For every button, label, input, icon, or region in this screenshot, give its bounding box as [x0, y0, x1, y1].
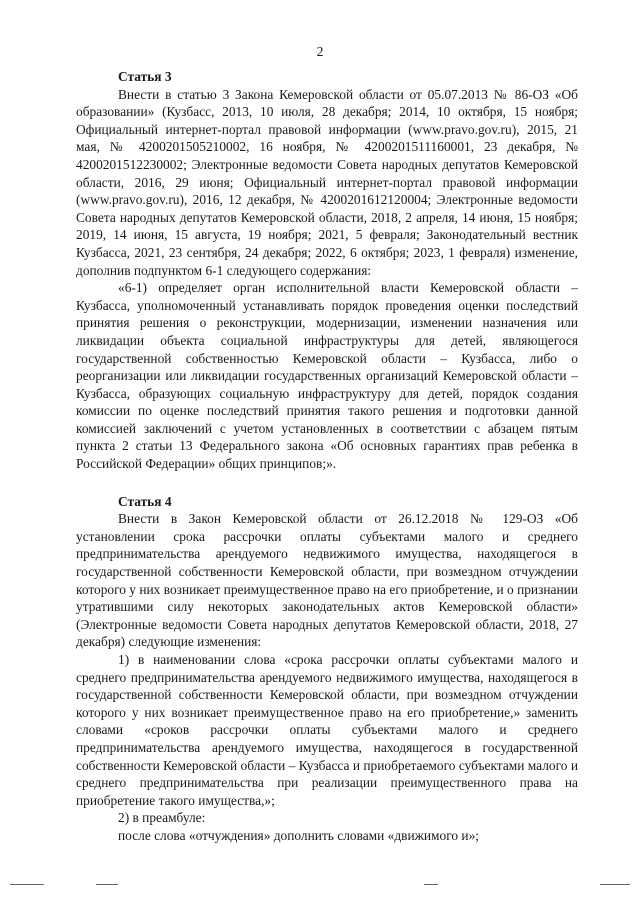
scan-mark	[10, 884, 44, 885]
article-4-title: Статья 4	[118, 493, 172, 509]
article-3-quote: «6-1) определяет орган исполнительной власти Кемеровской области – Кузбасса, уполномоченный устанавливать порядок проведения оценки последствий принятия решения о реконструкции, модернизации, изменении назначения или ликвидации объекта социальной инфраструктуры для детей, являющегося государственной собственностью Кемеровской области – Кузбасса, либо о реорганизации или ликвидации государственных организаций Кемеровской области – Кузбасса, образующих социальную инфраструктуру для детей, порядок создания комиссии по оценке последствий принятия такого решения и подготовки данной комиссией заключений с учетом установленных в соответствии с абзацем пятым пункта 2 статьи 13 Федерального закона «Об основных гарантиях прав ребенка в Российской Федерации» общих принципов;».	[76, 280, 578, 472]
article-3-title: Статья 3	[118, 69, 172, 84]
footer-scan-marks	[0, 884, 640, 888]
scan-mark	[96, 884, 118, 885]
document-body	[76, 68, 578, 845]
article-4-item-1: 1) в наименовании слова «срока рассрочки оплаты субъектами малого и среднего предпринимательства арендуемого недвижимого имущества, находящегося в государственной собственности Кемеровской области, при возмездном отчуждении которого у них возникает преимущественное право на его приобретение,» заменить словами «сроков рассрочки оплаты субъектами малого и среднего предпринимательства арендуемого имущества, находящегося в государственной собственности Кемеровской области – Кузбасса и приобретаемого субъектами малого и среднего предпринимательства при реализации преимущественного права на приобретение такого имущества,»;	[76, 652, 578, 808]
article-4-item-2: 2) в преамбуле:	[118, 810, 206, 826]
article-3-intro: Внести в статью 3 Закона Кемеровской области от 05.07.2013 № 86-ОЗ «Об образовании» (Кузбасс, 2013, 10 июля, 28 декабря; 2014, 10 октября, 15 ноября; Официальный интернет-портал правовой информации (www.pravo.gov.ru), 2015, 21 мая, № 4200201505210002, 16 ноября, № 4200201511160001, 23 декабря, № 4200201512230002; Электронные ведомости Совета народных депутатов Кемеровской области, 2016, 29 июня; Официальный интернет-портал правовой информации (www.pravo.gov.ru), 2016, 12 декабря, № 4200201612120004; Электронные ведомости Совета народных депутатов Кемеровской области, 2018, 2 апреля, 14 июня, 15 ноября; 2019, 14 июня, 15 августа, 19 ноября; 2021, 5 февраля; Законодательный вестник Кузбасса, 2021, 23 сентября, 24 декабря; 2022, 6 октября; 2023, 1 февраля) изменение, дополнив подпунктом 6-1 следующего содержания:	[76, 86, 578, 278]
scan-mark	[424, 884, 438, 885]
article-4-item-2-text: после слова «отчуждения» дополнить словами «движимого и»;	[118, 827, 480, 843]
scan-mark	[600, 884, 630, 885]
article-4-intro: Внести в Закон Кемеровской области от 26.12.2018 № 129-ОЗ «Об установлении срока рассрочки оплаты субъектами малого и среднего предпринимательства арендуемого недвижимого имущества, находящегося в государственной собственности Кемеровской области, при возмездном отчуждении которого у них возникает преимущественное право на его приобретение, и о признании утратившими силу некоторых законодательных актов Кемеровской области» (Электронные ведомости Совета народных депутатов Кемеровской области, 2018, 27 декабря) следующие изменения:	[76, 511, 578, 650]
page-number: 2	[316, 44, 324, 59]
section-gap	[76, 473, 578, 493]
